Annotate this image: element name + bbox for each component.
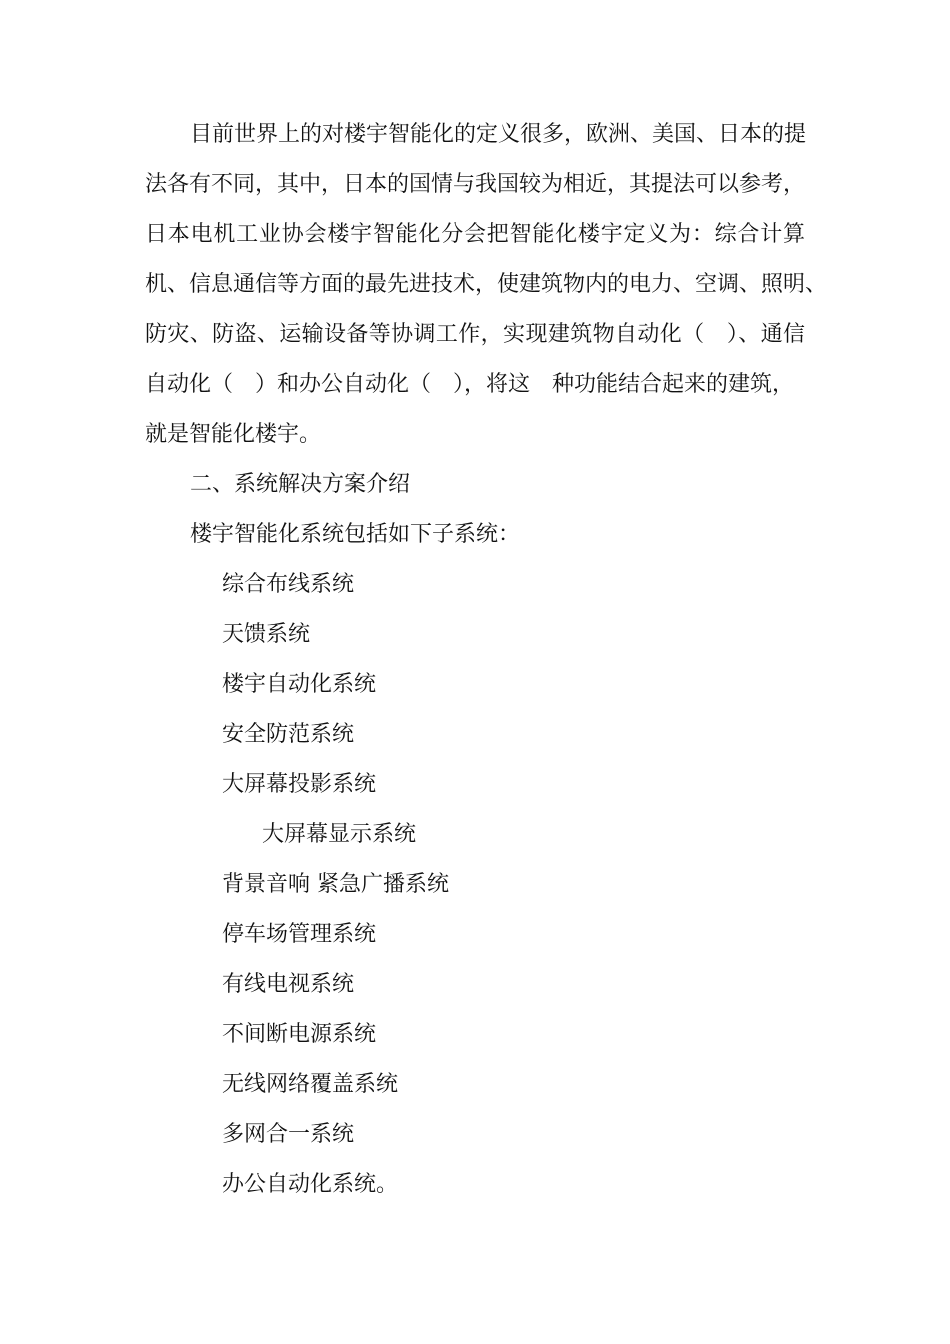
subsystem-item: 楼宇自动化系统 [222, 672, 377, 697]
subsystem-item: 停车场管理系统 [222, 922, 377, 947]
subsystem-item: 背景音响 紧急广播系统 [222, 872, 449, 897]
paragraph-line: 防灾、防盗、运输设备等协调工作，实现建筑物自动化（ ）、通信 [145, 322, 805, 347]
subsystem-item: 大屏幕显示系统 [262, 822, 417, 847]
paragraph-line: 日本电机工业协会楼宇智能化分会把智能化楼宇定义为：综合计算 [145, 222, 805, 247]
subsystem-item: 有线电视系统 [222, 972, 355, 997]
paragraph-line: 就是智能化楼宇。 [145, 422, 322, 447]
subsystem-item: 无线网络覆盖系统 [222, 1072, 399, 1097]
paragraph-line: 目前世界上的对楼宇智能化的定义很多，欧洲、美国、日本的提 [190, 122, 807, 147]
subsystem-item: 不间断电源系统 [222, 1022, 377, 1047]
subsystem-item: 大屏幕投影系统 [222, 772, 377, 797]
subsystem-item: 天馈系统 [222, 622, 311, 647]
paragraph-line: 法各有不同，其中，日本的国情与我国较为相近，其提法可以参考， [145, 172, 806, 197]
subsystem-item: 安全防范系统 [222, 722, 355, 747]
paragraph-line: 机、信息通信等方面的最先进技术，使建筑物内的电力、空调、照明、 [145, 272, 828, 297]
subsystem-item: 多网合一系统 [222, 1122, 355, 1147]
subsystem-item: 综合布线系统 [222, 572, 355, 597]
subsystem-item: 办公自动化系统。 [222, 1172, 399, 1197]
intro-text: 楼宇智能化系统包括如下子系统： [190, 522, 521, 547]
section-heading: 二、系统解决方案介绍 [190, 472, 411, 497]
paragraph-line: 自动化（ ）和办公自动化（ ），将这 种功能结合起来的建筑， [145, 372, 795, 397]
